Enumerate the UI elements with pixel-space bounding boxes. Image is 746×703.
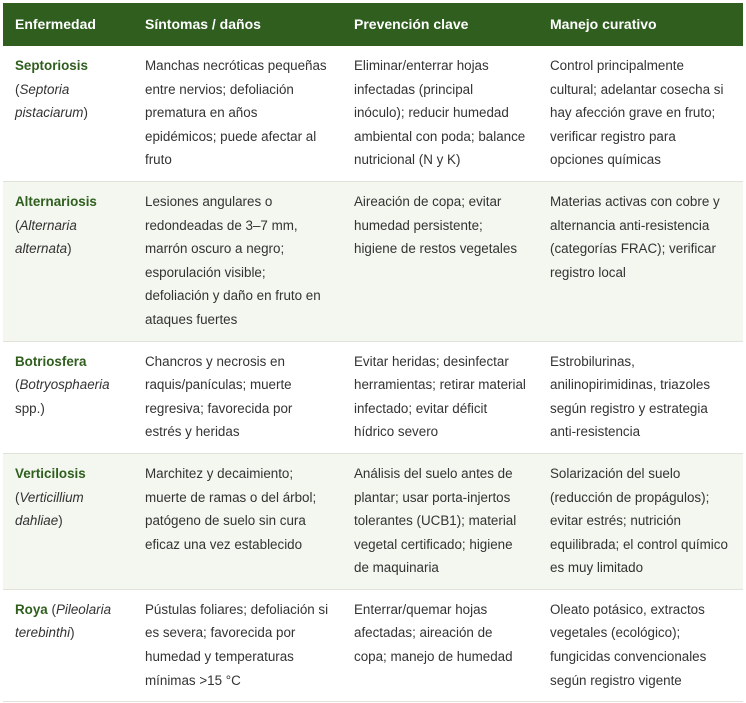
paren-open: ( [47,601,56,617]
header-disease: Enfermedad [3,3,133,46]
symptoms-cell: Manchas necróticas pequeñas entre nervios; defoliación prematura en años epidémicos; puede afectar al fruto [133,46,342,181]
disease-cell [3,46,133,181]
paren-close: ) [83,105,88,121]
table-header [3,3,743,46]
paren-close: ) [67,241,72,257]
disease-name: Alternariosis [15,193,97,209]
header-row [3,3,743,46]
disease-name: Roya [15,601,48,617]
paren-close: ) [40,400,45,416]
paren-open: ( [15,489,20,505]
treatment-cell: Oleato potásico, extractos vegetales (ecológico); fungicidas convencionales según registro vigente [538,589,743,701]
symptoms-cell: Pústulas foliares; defoliación si es severa; favorecida por humedad y temperaturas mínimas >15 °C [133,589,342,701]
disease-table-container [3,3,743,702]
treatment-cell: Solarización del suelo (reducción de propágulos); evitar estrés; nutrición equilibrada; el control químico es muy limitado [538,453,743,589]
disease-name: Botriosfera [15,353,87,369]
table-row [3,46,743,181]
disease-table [3,3,743,702]
scientific-name: Alternaria alternata [15,217,77,257]
paren-open: ( [15,217,20,233]
prevention-cell: Enterrar/quemar hojas afectadas; aireación de copa; manejo de humedad [342,589,538,701]
table-row [3,181,743,341]
table-body [3,46,743,702]
paren-close: ) [58,513,63,529]
paren-open: ( [15,377,20,393]
treatment-cell: Materias activas con cobre y alternancia anti-resistencia (categorías FRAC); verificar registro local [538,181,743,341]
disease-cell [3,589,133,701]
header-symptoms: Síntomas / daños [133,3,342,46]
scientific-name: Septoria pistaciarum [15,81,84,121]
prevention-cell: Análisis del suelo antes de plantar; usar porta-injertos tolerantes (UCB1); material vegetal certificado; higiene de maquinaria [342,453,538,589]
prevention-cell: Evitar heridas; desinfectar herramientas; retirar material infectado; evitar déficit hídrico severo [342,341,538,453]
prevention-cell: Eliminar/enterrar hojas infectadas (principal inóculo); reducir humedad ambiental con poda; balance nutricional (N y K) [342,46,538,181]
header-treatment: Manejo curativo [538,3,743,46]
disease-cell [3,181,133,341]
treatment-cell: Control principalmente cultural; adelantar cosecha si hay afección grave en fruto; verificar registro para opciones químicas [538,46,743,181]
treatment-cell: Estrobilurinas, anilinopirimidinas, triazoles según registro y estrategia anti-resistencia [538,341,743,453]
symptoms-cell: Chancros y necrosis en raquis/panículas; muerte regresiva; favorecida por estrés y heridas [133,341,342,453]
paren-close: ) [70,625,75,641]
header-prevention: Prevención clave [342,3,538,46]
symptoms-cell: Marchitez y decaimiento; muerte de ramas o del árbol; patógeno de suelo sin cura eficaz una vez establecido [133,453,342,589]
table-row [3,589,743,701]
paren-open: ( [15,81,20,97]
scientific-name: Verticillium dahliae [15,489,84,529]
table-row [3,453,743,589]
disease-name: Septoriosis [15,58,88,73]
scientific-name: Pileolaria terebinthi [15,601,112,641]
table-row [3,341,743,453]
scientific-suffix: spp. [15,400,41,416]
disease-cell [3,341,133,453]
disease-cell [3,453,133,589]
prevention-cell: Aireación de copa; evitar humedad persistente; higiene de restos vegetales [342,181,538,341]
disease-name: Verticilosis [15,465,86,481]
symptoms-cell: Lesiones angulares o redondeadas de 3–7 mm, marrón oscuro a negro; esporulación visible; defoliación y daño en fruto en ataques fuertes [133,181,342,341]
scientific-name: Botryosphaeria [19,377,110,393]
